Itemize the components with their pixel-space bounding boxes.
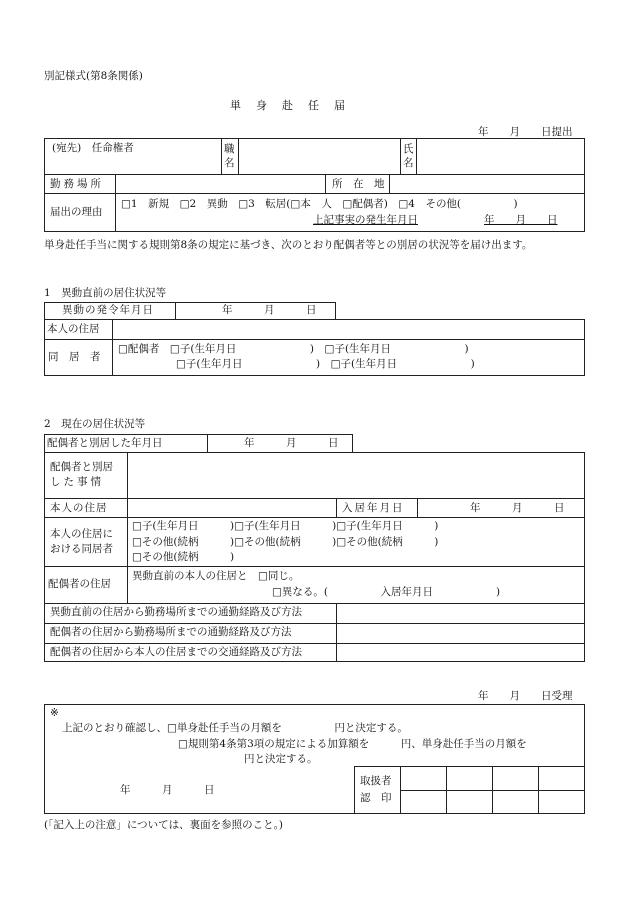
route3-label: 配偶者の住居から本人の住居までの交通経路及び方法: [50, 646, 302, 658]
reason-label: 届出の理由: [50, 206, 103, 218]
handler-label-2: 認 印: [360, 792, 392, 804]
page-title: 単 身 赴 任 届: [230, 99, 347, 112]
workplace-label: 勤務場所: [50, 178, 104, 190]
spouse-residence-line2[interactable]: □異なる。( 入居年月日 ): [272, 586, 501, 598]
submit-date: 年 月 日提出: [478, 126, 573, 138]
cohabitant-line2[interactable]: □子(生年月日 ) □子(生年月日 ): [176, 358, 475, 370]
occurrence-date: 年 月 日: [484, 214, 558, 226]
route1-label: 異動直前の住居から勤務場所までの通勤経路及び方法: [50, 606, 302, 618]
cohabitant-label-2a: 本人の住居に: [50, 528, 113, 540]
receipt-line2[interactable]: □規則第4条第3項の規定による加算額を 円、単身赴任手当の月額を: [178, 738, 527, 750]
transfer-date-label: 異動の発令年月日: [62, 304, 154, 316]
cohab-line1[interactable]: □子(生年月日 )□子(生年月日 )□子(生年月日 ): [132, 520, 439, 532]
separation-reason-label-2: した事情: [50, 476, 104, 488]
shimei-shi-label: 氏: [403, 143, 414, 155]
cohabitant-line1[interactable]: □配偶者 □子(生年月日 ) □子(生年月日 ): [118, 343, 469, 355]
intro-text: 単身赴任手当に関する規則第8条の規定に基づき、次のとおり配偶者等との別居の状況等を届け出ます。: [44, 239, 533, 251]
residence-label-2: 本人の住居: [50, 502, 108, 514]
cohabitant-label-2b: おける同居者: [50, 543, 113, 555]
address-label: 所 在 地: [332, 178, 385, 190]
move-in-value: 年 月 日: [470, 502, 565, 514]
cohab-line2[interactable]: □その他(続柄 )□その他(続柄 )□その他(続柄 ): [132, 536, 439, 548]
receipt-date2: 年 月 日: [120, 784, 215, 796]
shimei-mei-label: 名: [403, 157, 414, 169]
route2-label: 配偶者の住居から勤務場所までの通勤経路及び方法: [50, 626, 292, 638]
footer-note: (「記入上の注意」については、裏面を参照のこと。): [44, 819, 283, 831]
handler-label-1: 取扱者: [360, 775, 392, 787]
reason-options[interactable]: □1 新規 □2 異動 □3 転居(□本 人 □配偶者) □4 その他( ): [121, 198, 518, 210]
receipt-line1[interactable]: 上記のとおり確認し、□単身赴任手当の月額を 円と決定する。: [62, 722, 408, 734]
section2-heading: 2 現在の居住状況等: [44, 418, 146, 430]
shoku-label: 職: [224, 143, 235, 155]
section1-heading: 1 異動直前の居住状況等: [44, 287, 167, 299]
cohab-line3[interactable]: □その他(続柄 ): [132, 551, 235, 563]
form-type-label: 別記様式(第8条関係): [44, 70, 143, 82]
transfer-date-value: 年 月 日: [222, 304, 317, 316]
cohabitant-label: 同 居 者: [48, 351, 101, 363]
occurrence-label: 上記事実の発生年月日: [313, 214, 418, 226]
residence-label: 本人の住居: [47, 323, 100, 335]
receipt-mark: ※: [50, 707, 59, 719]
separation-reason-label-1: 配偶者と別居: [50, 461, 113, 473]
spouse-residence-line1[interactable]: 異動直前の本人の住居と □同じ。: [132, 570, 300, 582]
separation-date-label: 配偶者と別居した年月日: [47, 437, 163, 449]
spouse-residence-label: 配偶者の住居: [48, 578, 111, 590]
shoku-mei-label: 名: [224, 157, 235, 169]
addressee-label: (宛先) 任命権者: [52, 142, 134, 154]
separation-date-value: 年 月 日: [244, 437, 339, 449]
move-in-label: 入居年月日: [342, 502, 405, 514]
receipt-date: 年 月 日受理: [478, 690, 573, 702]
receipt-line3: 円と決定する。: [244, 753, 318, 765]
